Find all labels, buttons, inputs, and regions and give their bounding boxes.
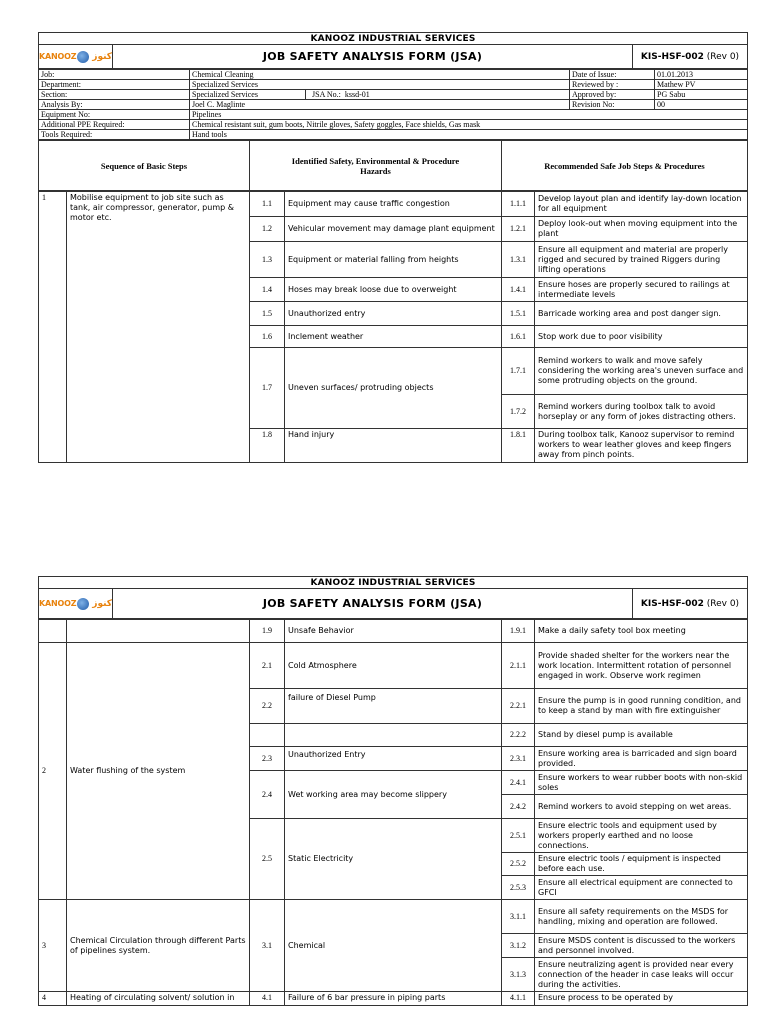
recommendation-text: Ensure workers to wear rubber boots with non-skid soles — [535, 771, 748, 795]
hazard-number: 3.1 — [250, 900, 285, 992]
hazard-text: Wet working area may become slippery — [285, 771, 502, 819]
hazard-number: 4.1 — [250, 992, 285, 1006]
hazard-number: 2.3 — [250, 747, 285, 771]
recommendation-text: Remind workers to walk and move safely considering the working area's uneven surface and some protruding objects on the ground. — [535, 348, 748, 395]
step-description: Chemical Circulation through different Parts of pipelines system. — [67, 900, 250, 992]
globe-icon — [77, 51, 89, 63]
recommendation-text: Ensure working area is barricaded and sign board provided. — [535, 747, 748, 771]
hazard-number: 1.8 — [250, 429, 285, 463]
section-value: Specialized Services — [190, 90, 306, 100]
company-name: KANOOZ INDUSTRIAL SERVICES — [39, 577, 748, 589]
hazard-text: Static Electricity — [285, 819, 502, 900]
recommendation-text: Ensure MSDS content is discussed to the workers and personnel involved. — [535, 934, 748, 958]
recommendation-number: 2.4.1 — [502, 771, 535, 795]
hazard-number — [250, 724, 285, 747]
form-header — [38, 576, 748, 619]
hazard-text: Unauthorized Entry — [285, 747, 502, 771]
hazard-text: failure of Diesel Pump — [285, 689, 502, 724]
recommendation-number: 2.2.1 — [502, 689, 535, 724]
logo-text: KANOOZ — [39, 599, 77, 608]
recommendation-number: 1.8.1 — [502, 429, 535, 463]
recommendation-number: 3.1.1 — [502, 900, 535, 934]
hazard-text: Failure of 6 bar pressure in piping parts — [285, 992, 502, 1006]
hazard-text — [285, 724, 502, 747]
reviewed-label: Reviewed by : — [570, 80, 655, 90]
date-label: Date of Issue: — [570, 70, 655, 80]
step-description: Heating of circulating solvent/ solution in — [67, 992, 250, 1006]
doc-number: KIS-HSF-002 (Rev 0) — [633, 45, 748, 69]
recommendation-text: Provide shaded shelter for the workers near the work location. Intermittent rotation of personnel engaged in work. Observe work regimen — [535, 643, 748, 689]
equipment-value: Pipelines — [190, 110, 748, 120]
date-value: 01.01.2013 — [655, 70, 748, 80]
company-name: KANOOZ INDUSTRIAL SERVICES — [39, 33, 748, 45]
step-description: Water flushing of the system — [67, 643, 250, 900]
department-value: Specialized Services — [190, 80, 570, 90]
hazard-text: Chemical — [285, 900, 502, 992]
revision-label: Revision No: — [570, 100, 655, 110]
recommendation-number: 1.6.1 — [502, 326, 535, 348]
hazard-text: Uneven surfaces/ protruding objects — [285, 348, 502, 429]
globe-icon — [77, 598, 89, 610]
recommendation-text: Ensure neutralizing agent is provided near every connection of the header in case leaks will occur during the activities. — [535, 958, 748, 992]
jsa-steps-table-2 — [38, 619, 748, 1006]
company-logo — [39, 589, 113, 619]
section-label: Section: — [39, 90, 190, 100]
recommendation-number: 1.9.1 — [502, 620, 535, 643]
equipment-label: Equipment No: — [39, 110, 190, 120]
logo-arabic: كنوز — [92, 598, 112, 609]
hazard-number: 1.2 — [250, 217, 285, 242]
step-number: 3 — [39, 900, 67, 992]
hazard-text: Hand injury — [285, 429, 502, 463]
hazard-text: Vehicular movement may damage plant equipment — [285, 217, 502, 242]
recommendation-text: Remind workers to avoid stepping on wet areas. — [535, 795, 748, 819]
recommendation-text: During toolbox talk, Kanooz supervisor to remind workers to wear leather gloves and keep fingers away from pinch points. — [535, 429, 748, 463]
approved-value: PG Sabu — [655, 90, 748, 100]
recommendation-text: Ensure electric tools / equipment is inspected before each use. — [535, 853, 748, 876]
logo-arabic: كنوز — [92, 51, 112, 62]
recommendation-number: 3.1.2 — [502, 934, 535, 958]
hazard-number: 1.3 — [250, 242, 285, 278]
recommendation-text: Barricade working area and post danger sign. — [535, 302, 748, 326]
jsa-steps-table-1 — [38, 191, 748, 463]
recommendation-number: 1.5.1 — [502, 302, 535, 326]
job-label: Job: — [39, 70, 190, 80]
job-info-table — [38, 69, 748, 140]
hazard-number: 1.1 — [250, 192, 285, 217]
recommendation-text: Ensure electric tools and equipment used by workers properly earthed and no loose connections. — [535, 819, 748, 853]
recommendation-text: Ensure all safety requirements on the MSDS for handling, mixing and operation are followed. — [535, 900, 748, 934]
step-number: 2 — [39, 643, 67, 900]
recommendation-number: 4.1.1 — [502, 992, 535, 1006]
recommendation-number: 3.1.3 — [502, 958, 535, 992]
recommendation-number: 2.5.2 — [502, 853, 535, 876]
recommendation-number: 2.4.2 — [502, 795, 535, 819]
header-hazards: Identified Safety, Environmental & Procedure Hazards — [250, 141, 502, 191]
tools-value: Hand tools — [190, 130, 748, 140]
hazard-number: 2.2 — [250, 689, 285, 724]
analysis-value: Joel C. Maglinte — [190, 100, 570, 110]
doc-number: KIS-HSF-002 (Rev 0) — [633, 589, 748, 619]
hazard-number: 1.7 — [250, 348, 285, 429]
hazard-number: 2.1 — [250, 643, 285, 689]
hazard-text: Cold Atmosphere — [285, 643, 502, 689]
recommendation-number: 2.5.1 — [502, 819, 535, 853]
recommendation-text: Ensure the pump is in good running condition, and to keep a stand by man with fire extinguisher — [535, 689, 748, 724]
hazard-text: Unauthorized entry — [285, 302, 502, 326]
recommendation-number: 1.7.1 — [502, 348, 535, 395]
step-number: 4 — [39, 992, 67, 1006]
recommendation-number: 1.3.1 — [502, 242, 535, 278]
step-number — [39, 620, 67, 643]
ppe-value: Chemical resistant suit, gum boots, Nitrile gloves, Safety goggles, Face shields, Gas mask — [190, 120, 748, 130]
company-logo — [39, 45, 113, 69]
logo-text: KANOOZ — [39, 52, 77, 61]
step-number: 1 — [39, 192, 67, 463]
recommendation-number: 1.2.1 — [502, 217, 535, 242]
hazard-number: 2.4 — [250, 771, 285, 819]
recommendation-text: Ensure all equipment and material are properly rigged and secured by trained Riggers during lifting operations — [535, 242, 748, 278]
analysis-label: Analysis By: — [39, 100, 190, 110]
hazard-number: 1.4 — [250, 278, 285, 302]
recommendation-text: Stop work due to poor visibility — [535, 326, 748, 348]
recommendation-number: 2.5.3 — [502, 876, 535, 900]
recommendation-text: Stand by diesel pump is available — [535, 724, 748, 747]
approved-label: Approved by: — [570, 90, 655, 100]
department-label: Department: — [39, 80, 190, 90]
hazard-number: 1.5 — [250, 302, 285, 326]
recommendation-text: Develop layout plan and identify lay-down location for all equipment — [535, 192, 748, 217]
recommendation-number: 1.4.1 — [502, 278, 535, 302]
form-title: JOB SAFETY ANALYSIS FORM (JSA) — [113, 45, 633, 69]
hazard-text: Hoses may break loose due to overweight — [285, 278, 502, 302]
ppe-label: Additional PPE Required: — [39, 120, 190, 130]
recommendation-text: Remind workers during toolbox talk to avoid horseplay or any form of jokes distracting others. — [535, 395, 748, 429]
jsa-page-2 — [38, 576, 747, 1006]
recommendation-number: 1.7.2 — [502, 395, 535, 429]
hazard-number: 1.9 — [250, 620, 285, 643]
step-description — [67, 620, 250, 643]
jsa-number: JSA No.: kssd-01 — [306, 90, 570, 100]
revision-value: 00 — [655, 100, 748, 110]
recommendation-text: Deploy look-out when moving equipment into the plant — [535, 217, 748, 242]
reviewed-value: Mathew PV — [655, 80, 748, 90]
recommendation-number: 1.1.1 — [502, 192, 535, 217]
recommendation-text: Ensure all electrical equipment are connected to GFCI — [535, 876, 748, 900]
hazard-number: 2.5 — [250, 819, 285, 900]
recommendation-number: 2.2.2 — [502, 724, 535, 747]
step-description: Mobilise equipment to job site such as tank, air compressor, generator, pump & motor etc. — [67, 192, 250, 463]
recommendation-text: Make a daily safety tool box meeting — [535, 620, 748, 643]
form-header — [38, 32, 748, 69]
header-basic-steps: Sequence of Basic Steps — [39, 141, 250, 191]
tools-label: Tools Required: — [39, 130, 190, 140]
recommendation-number: 2.1.1 — [502, 643, 535, 689]
hazard-number: 1.6 — [250, 326, 285, 348]
recommendation-text: Ensure process to be operated by — [535, 992, 748, 1006]
recommendation-text: Ensure hoses are properly secured to railings at intermediate levels — [535, 278, 748, 302]
hazard-text: Equipment may cause traffic congestion — [285, 192, 502, 217]
hazard-text: Inclement weather — [285, 326, 502, 348]
recommendation-number: 2.3.1 — [502, 747, 535, 771]
hazard-text: Equipment or material falling from heights — [285, 242, 502, 278]
hazard-text: Unsafe Behavior — [285, 620, 502, 643]
form-title: JOB SAFETY ANALYSIS FORM (JSA) — [113, 589, 633, 619]
job-value: Chemical Cleaning — [190, 70, 570, 80]
jsa-column-headers — [38, 140, 748, 191]
jsa-page-1 — [38, 32, 747, 463]
header-recommended: Recommended Safe Job Steps & Procedures — [502, 141, 748, 191]
